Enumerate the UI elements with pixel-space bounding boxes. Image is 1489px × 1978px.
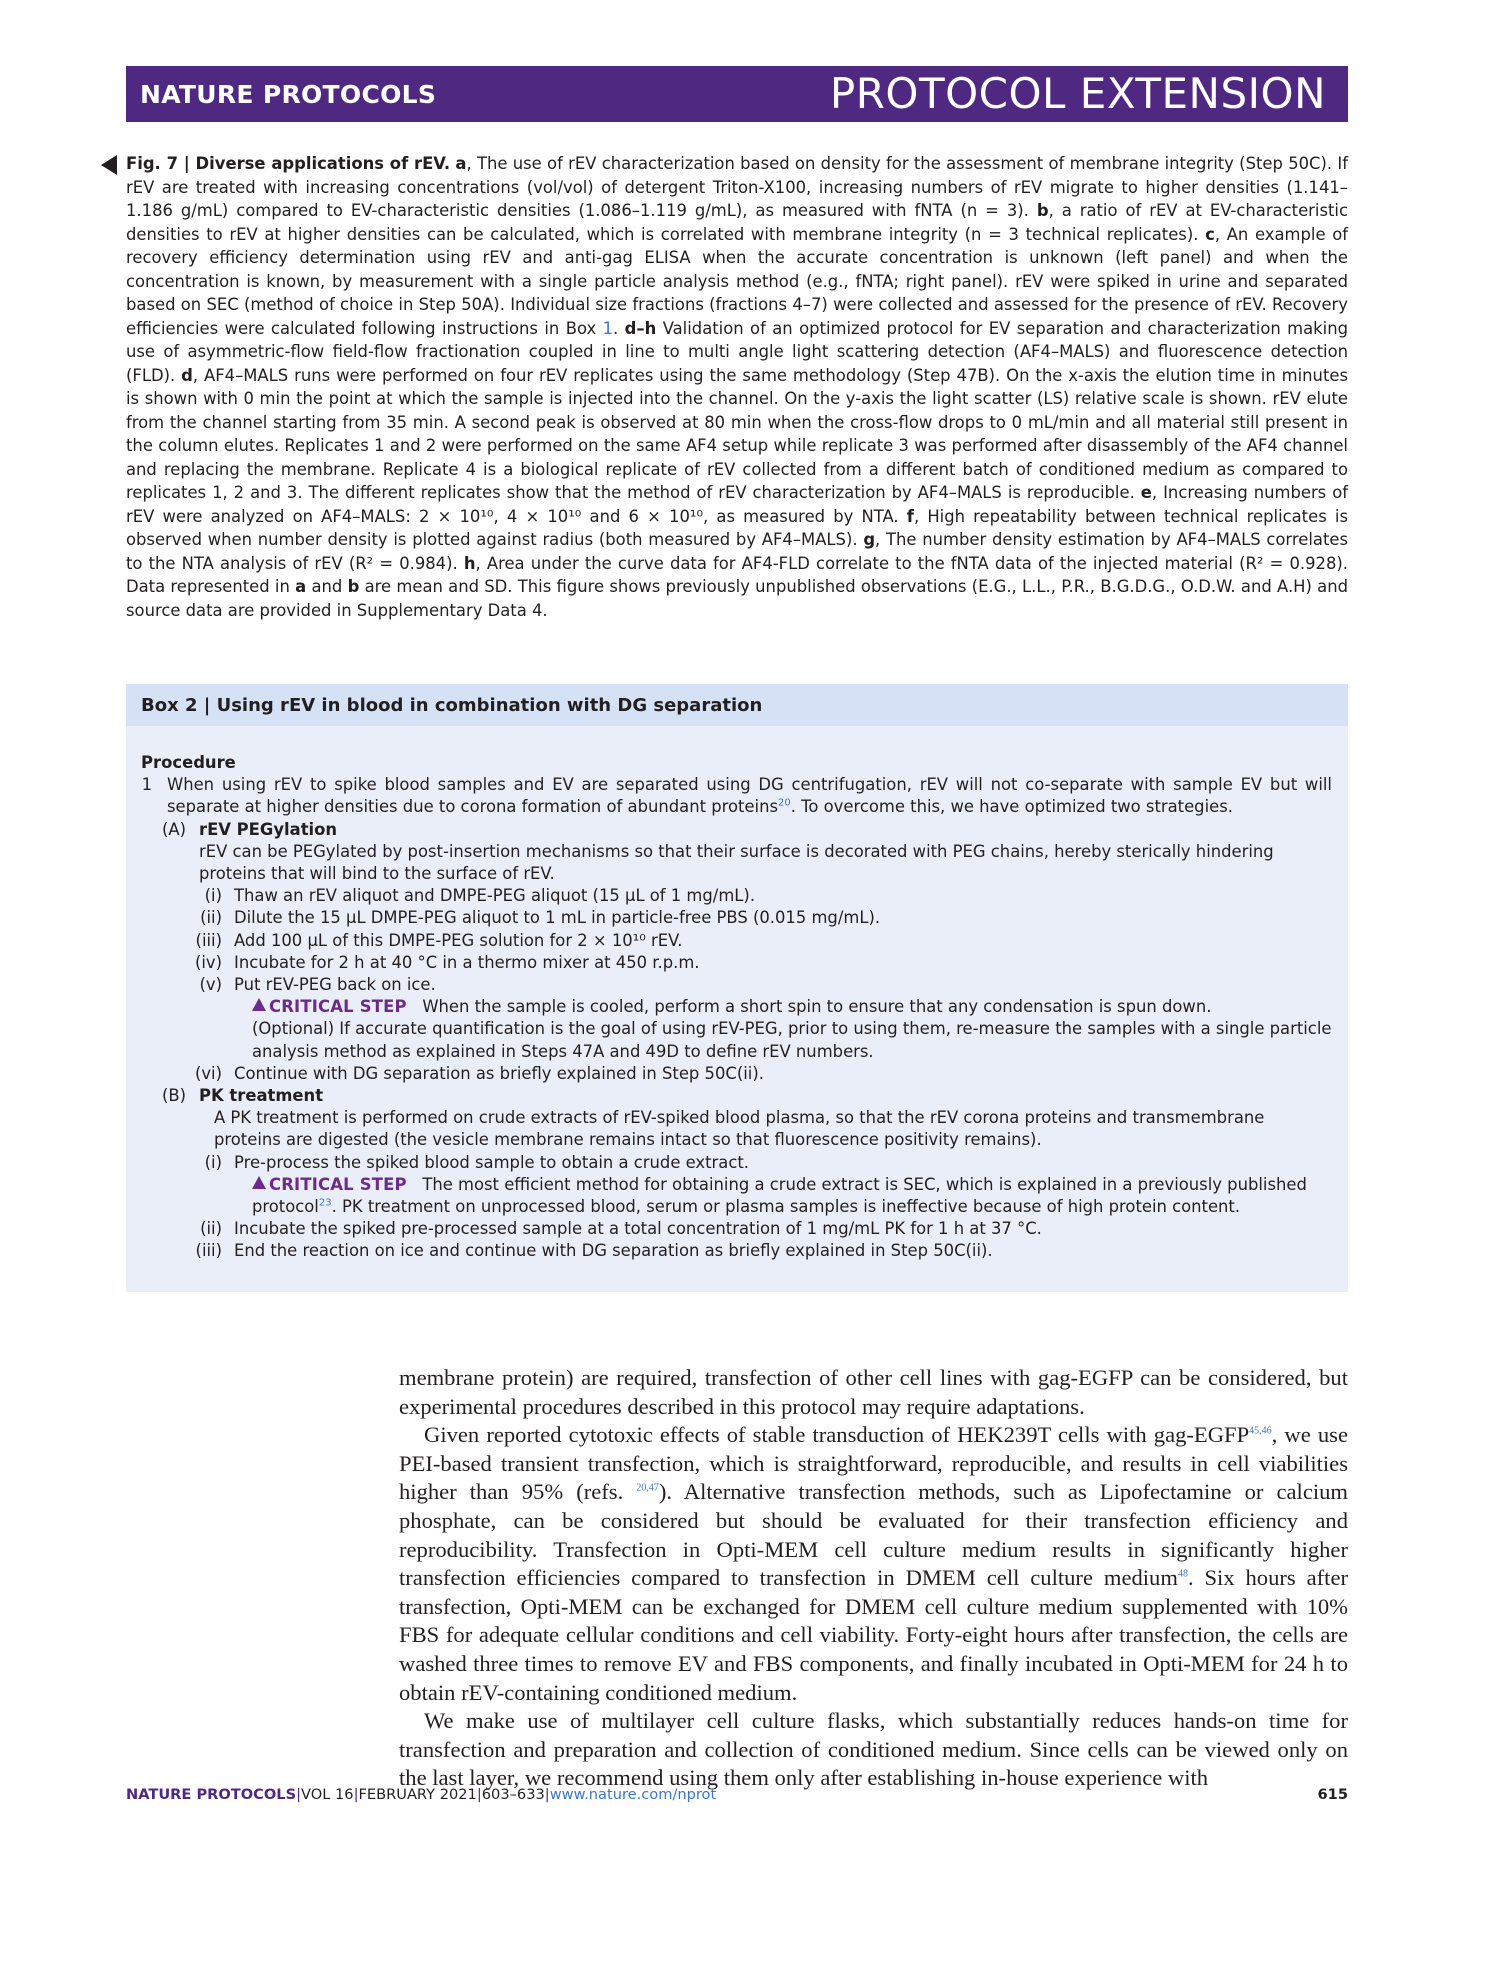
footer-volume: VOL 16: [301, 1786, 354, 1803]
list-item: (v) Put rEV-PEG back on ice.: [199, 975, 436, 995]
main-text: [399, 1364, 1348, 1793]
list-item: (i) Thaw an rEV aliquot and DMPE-PEG aliquot (15 μL of 1 mg/mL).: [204, 886, 756, 906]
reference-link[interactable]: 45,46: [1249, 1425, 1272, 1437]
journal-name: NATURE PROTOCOLS: [140, 80, 437, 109]
journal-url-link[interactable]: www.nature.com/nprot: [549, 1786, 717, 1803]
page-footer: NATURE PROTOCOLS|VOL 16|FEBRUARY 2021|603–633|www.nature.com/nprot 615: [126, 1786, 1348, 1803]
header-banner: [126, 66, 1348, 122]
list-item: (vi) Continue with DG separation as briefly explained in Step 50C(ii).: [194, 1063, 764, 1083]
critical-step-label: CRITICAL STEP: [269, 997, 407, 1017]
critical-step-label: CRITICAL STEP: [269, 1174, 407, 1194]
list-item: (iii) Add 100 μL of this DMPE-PEG solution for 2 × 10¹⁰ rEV.: [195, 930, 683, 950]
section-title: PROTOCOL EXTENSION: [829, 69, 1326, 118]
option-b-heading: (B) PK treatment: [161, 1086, 324, 1106]
critical-step-b: CRITICAL STEP The most efficient method for obtaining a crude extract is SEC, which is explained in a previously published protocol$^{23}$. PK treatment on unprocessed blood, serum or plasma samples is ineffective because of high protein content.: [252, 1174, 1307, 1217]
list-item: (ii) Dilute the 15 μL DMPE-PEG aliquot to 1 mL in particle-free PBS (0.015 mg/mL).: [200, 908, 881, 928]
figure-pointer-icon: [101, 155, 117, 175]
reference-link[interactable]: 23: [318, 1197, 332, 1209]
box-title: Box 2 | Using rEV in blood in combination with DG separation: [141, 695, 763, 716]
optional-note: (Optional) If accurate quantification is the goal of using rEV-PEG, prior to using them, re-measure the samples with a single particle analysis method as explained in Steps 47A and 49D to define rEV numbers.: [252, 1019, 1332, 1061]
option-a-steps: [126, 885, 1348, 996]
figure-caption: Fig. 7 | Diverse applications of rEV. a, The use of rEV characterization based on density for the assessment of membrane integrity (Step 50C). If rEV are treated with increasing concentrations (vol/vol) of detergent Triton-X100, increasing numbers of rEV migrate to higher densities (1.141–1.186 g/mL) compared to EV-characteristic densities (1.086–1.119 g/mL), as measured with fNTA (n = 3). b, a ratio of rEV at EV-characteristic densities to rEV at higher densities can be calculated, which is correlated with membrane integrity (n = 3 technical replicates). c, An example of recovery efficiency determination using rEV and anti-gag ELISA when the accurate concentration is unknown (left panel) and when the concentration is known, by measurement with a single particle analysis method (e.g., fNTA; right panel). rEV were spiked in urine and separated based on SEC (method of choice in Step 50A). Individual size fractions (fractions 4–7) were collected and assessed for the presence of rEV. Recovery efficiencies were calculated following instructions in Box 1. d–h Validation of an optimized protocol for EV separation and characterization making use of asymmetric-flow field-flow fractionation coupled in line to multi angle light scattering detection (AF4–MALS) and fluorescence detection (FLD). d, AF4–MALS runs were performed on four rEV replicates using the same methodology (Step 47B). On the x-axis the elution time in minutes is shown with 0 min the point at which the sample is injected into the channel. On the y-axis the light scatter (LS) relative scale is shown. rEV elute from the channel starting from 35 min. A second peak is observed at 80 min when the cross-flow drops to 0 mL/min and all material still present in the column elutes. Replicates 1 and 2 were performed on the same AF4 setup while replicate 3 was performed after disassembly of the AF4 channel and replacing the membrane. Replicate 4 is a biological replicate of rEV collected from a different batch of conditioned medium as compared to replicates 1, 2 and 3. The different replicates show that the method of rEV characterization by AF4–MALS is reproducible. e, Increasing numbers of rEV were analyzed on AF4–MALS: 2 × 10¹⁰, 4 × 10¹⁰ and 6 × 10¹⁰, as measured by NTA. f, High repeatability between technical replicates is observed when number density is plotted against radius (both measured by AF4–MALS). g, The number density estimation by AF4–MALS correlates to the NTA analysis of rEV (R² = 0.984). h, Area under the curve data for AF4-FLD correlate to the fNTA data of the injected material (R² = 0.928). Data represented in a and b are mean and SD. This figure shows previously unpublished observations (E.G., L.L., P.R., B.G.D.G., O.D.W. and A.H) and source data are provided in Supplementary Data 4.: [126, 154, 1349, 620]
critical-step-a: CRITICAL STEP When the sample is cooled, perform a short spin to ensure that any condensation is spun down.: [252, 996, 1332, 1018]
list-item: (iii) End the reaction on ice and continue with DG separation as briefly explained in Step 50C(ii).: [195, 1241, 993, 1261]
list-item: (iv) Incubate for 2 h at 40 °C in a thermo mixer at 450 r.p.m.: [194, 952, 700, 972]
list-item: (ii) Incubate the spiked pre-processed sample at a total concentration of 1 mg/mL PK for 1 h at 37 °C.: [200, 1219, 1042, 1239]
footer-date: FEBRUARY 2021: [358, 1786, 477, 1803]
paragraph: Given reported cytotoxic effects of stable transduction of HEK239T cells with gag-EGFP$^{45,46}$, we use PEI-based transient transfection, which is straightforward, reproducible, and results in cell viabilities higher than 95% (refs. $^{20,47}$). Alternative transfection methods, such as Lipofectamine or calcium phosphate, can be considered but should be evaluated for their transfection efficiency and reproducibility. Transfection in Opti-MEM cell culture medium results in significantly higher transfection efficiencies compared to transfection in DMEM cell culture medium$^{48}$. Six hours after transfection, Opti-MEM can be exchanged for DMEM cell culture medium supplemented with 10% FBS for adequate cellular conditions and cell viability. Forty-eight hours after transfection, the cells are washed three times to remove EV and FBS components, and finally incubated in Opti-MEM for 24 h to obtain rEV-containing conditioned medium.: [399, 1422, 1348, 1705]
option-b-intro: A PK treatment is performed on crude extracts of rEV-spiked blood plasma, so that the rEV corona proteins and transmembrane proteins are digested (the vesicle membrane remains intact so that fluorescence positivity remains).: [214, 1108, 1265, 1150]
procedure-step-1: 1 When using rEV to spike blood samples and EV are separated using DG centrifugation, rEV will not co-separate with sample EV but will separate at higher densities due to corona formation of abundant proteins$^{20}$. To overcome this, we have optimized two strategies.: [141, 775, 1332, 817]
footer-pages: 603–633: [481, 1786, 545, 1803]
option-a-intro: rEV can be PEGylated by post-insertion mechanisms so that their surface is decorated with PEG chains, hereby sterically hindering proteins that will bind to the surface of rEV.: [199, 841, 1274, 884]
box-reference-link[interactable]: 1: [602, 318, 614, 338]
reference-link[interactable]: 20,47: [636, 1482, 659, 1494]
footer-journal: NATURE PROTOCOLS: [126, 1786, 297, 1803]
paragraph: We make use of multilayer cell culture flasks, which substantially reduces hands-on time for transfection and preparation and collection of conditioned medium. Since cells can be viewed only on the last layer, we recommend using them only after establishing in-house experience with: [399, 1708, 1348, 1791]
caption-label: Fig. 7 | Diverse applications of rEV.: [126, 154, 451, 173]
list-item: (i) Pre-process the spiked blood sample to obtain a crude extract.: [204, 1152, 749, 1172]
option-a-heading: (A) rEV PEGylation: [161, 819, 338, 839]
warning-triangle-icon: [252, 998, 266, 1011]
box-body: [126, 752, 1348, 1263]
box-header: [126, 684, 1348, 726]
reference-link[interactable]: 48: [1177, 1568, 1188, 1580]
warning-triangle-icon: [252, 1176, 266, 1189]
page-number: 615: [1317, 1786, 1348, 1803]
box-2: [126, 684, 1348, 1292]
reference-link[interactable]: 20: [778, 797, 791, 809]
paragraph: membrane protein) are required, transfection of other cell lines with gag-EGFP can be considered, but experimental procedures described in this protocol may require adaptations.: [399, 1365, 1348, 1419]
procedure-heading: Procedure: [141, 753, 236, 772]
